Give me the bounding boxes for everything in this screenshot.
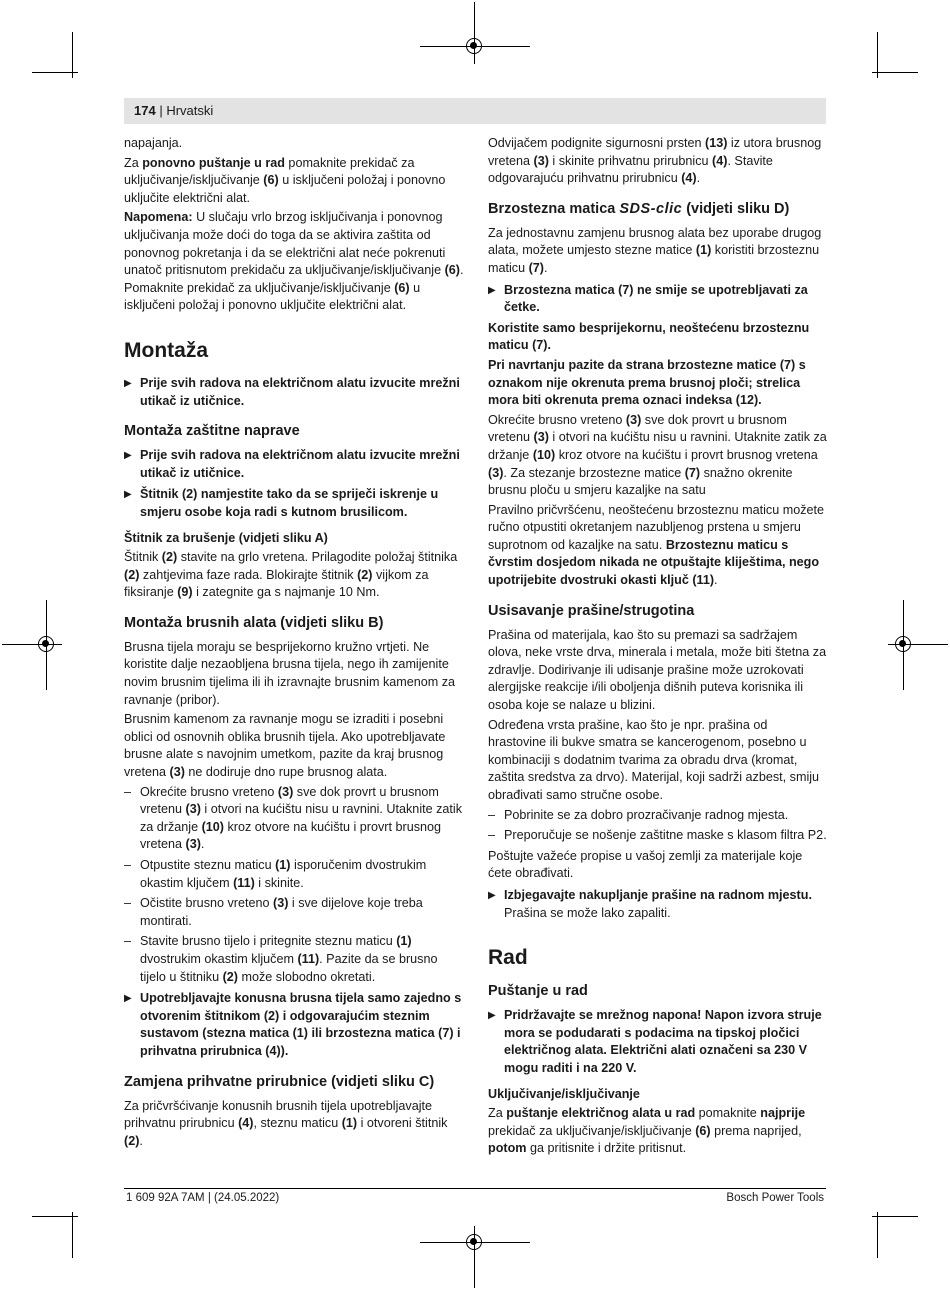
bold-paragraph: Koristite samo besprijekornu, neoštećenu brzosteznu maticu (7). (488, 320, 810, 353)
paragraph: Pravilno pričvršćenu, neoštećenu brzosteznu maticu možete ručno otpustiti okretanjem nazubljenog prstena u smjeru suprotnom od kazaljke na satu. Brzosteznu maticu s čvrstim dosjedom nikada ne otpuštajte kliještima, nego upotrijebite dvostruki okasti ključ (11). (488, 502, 824, 588)
minor-heading: Uključivanje/isključivanje (488, 1086, 640, 1101)
list-item: – Preporučuje se nošenje zaštitne maske s klasom filtra P2. (488, 827, 828, 845)
section-heading-rad: Rad (488, 946, 528, 970)
left-column (124, 135, 464, 1152)
crop-mark (872, 1216, 918, 1217)
right-column (488, 135, 828, 1160)
paragraph: napajanja. (124, 136, 183, 150)
subsection-heading: Usisavanje prašine/strugotina (488, 602, 695, 619)
warning-item: ▶ Izbjegavajte nakupljanje prašine na radnom mjestu. Prašina se može lako zapaliti. (488, 887, 828, 922)
crop-mark (872, 72, 918, 73)
page-header: 174 | Hrvatski (124, 98, 826, 124)
paragraph: Poštujte važeće propise u vašoj zemlji za materijale koje ćete obrađivati. (488, 848, 803, 881)
warning-item: ▶ Upotrebljavajte konusna brusna tijela samo zajedno s otvorenim štitnikom (2) i odgovarajućim steznim sustavom (stezna matica (1) ili brzostezna matica (7) i prihvatna prirubnica (4)). (124, 990, 464, 1060)
paragraph: Određena vrsta prašine, kao što je npr. prašina od hrastovine ili bukve smatra se kancerogenom, posebno u kombinaciji s dodatnim tvarima za obradu drva (kromat, zaštita sredstva za drvo). Materijal, koji sadrži azbest, smiju obrađivati samo stručne osobe. (488, 717, 820, 802)
subsection-heading: Montaža zaštitne naprave (124, 423, 300, 440)
list-item: – Pobrinite se za dobro prozračivanje radnog mjesta. (488, 807, 828, 825)
minor-heading: Štitnik za brušenje (vidjeti sliku A) (124, 530, 328, 545)
list-item: – Očistite brusno vreteno (3) i sve dijelove koje treba montirati. (124, 895, 464, 930)
paragraph: Za jednostavnu zamjenu brusnog alata bez uporabe drugog alata, možete umjesto stezne matice (1) koristiti brzosteznu maticu (7). (488, 225, 822, 275)
paragraph: Odvijačem podignite sigurnosni prsten (13) iz utora brusnog vretena (3) i skinite prihvatnu prirubnicu (4). Stavite odgovarajuću prihvatnu prirubnicu (4). (488, 136, 822, 186)
subsection-heading: Montaža brusnih alata (vidjeti sliku B) (124, 614, 384, 631)
page-number: 174 (134, 103, 156, 118)
warning-item: ▶ Brzostezna matica (7) ne smije se upotrebljavati za četke. (488, 282, 828, 317)
warning-item: ▶ Štitnik (2) namjestite tako da se spriječi iskrenje u smjeru osobe koja radi s kutnom brusilicom. (124, 486, 464, 521)
page-footer (124, 1188, 826, 1204)
crop-mark (72, 1212, 73, 1258)
brand-label: Bosch Power Tools (726, 1192, 824, 1204)
paragraph: Okrećite brusno vreteno (3) sve dok provrt u brusnom vretenu (3) i otvori na kućištu nisu u ravnini. Utaknite zatik za držanje (10) kroz otvore na kućištu i provrt brusnog vretena (3). Za stezanje brzostezne matice (7) snažno okrenite brusnu ploču u smjeru kazaljke na satu (488, 412, 827, 498)
crop-mark (32, 1216, 78, 1217)
list-item: – Okrećite brusno vreteno (3) sve dok provrt u brusnom vretenu (3) i otvori na kućištu nisu u ravnini. Utaknite zatik za držanje (10) kroz otvore na kućištu i provrt brusnog vretena (3). (124, 784, 464, 854)
paragraph: Štitnik (2) stavite na grlo vretena. Prilagodite položaj štitnika (2) zahtjevima faze rada. Blokirajte štitnik (2) vijkom za fiksiranje (9) i zategnite ga s najmanje 10 Nm. (124, 550, 458, 600)
subsection-heading: Zamjena prihvatne prirubnice (vidjeti sliku C) (124, 1073, 435, 1090)
paragraph: Prašina od materijala, kao što su premazi sa sadržajem olova, neke vrste drva, minerala i metala, može biti štetna za zdravlje. Dodirivanje ili udisanje prašine može uzrokovati alergijske reakcije i/ili oboljenja dišnih puteva korisnika ili osoba koje se nalaze u blizini. (488, 627, 827, 713)
note-paragraph: Napomena: U slučaju vrlo brzog isključivanja i ponovnog uključivanja može doći do toga da se aktivira zaštita od ponovnog pokretanja i da se električni alat neće pokrenuti unatoč pritisnutom prekidaču za uključivanje/isključivanje (6). Pomaknite prekidač za uključivanje/isključivanje (6) u isključeni položaj i ponovno uključite električni alat. (124, 210, 464, 313)
warning-item: ▶ Prije svih radova na električnom alatu izvucite mrežni utikač iz utičnice. (124, 375, 464, 410)
paragraph: Za pričvršćivanje konusnih brusnih tijela upotrebljavajte prihvatnu prirubnicu (4), steznu maticu (1) i otvoreni štitnik (2). (124, 1098, 448, 1148)
list-item: – Otpustite steznu maticu (1) isporučenim dvostrukim okastim ključem (11) i skinite. (124, 857, 464, 892)
paragraph: Za puštanje električnog alata u rad pomaknite najprije prekidač za uključivanje/isključivanje (6) prema naprijed, potom ga pritisnite i držite pritisnut. (488, 1106, 806, 1156)
section-heading-montaza: Montaža (124, 338, 208, 362)
registration-mark-icon (38, 636, 54, 652)
paragraph: Za ponovno puštanje u rad pomaknite prekidač za uključivanje/isključivanje (6) u isključeni položaj i ponovno uključite električni alat. (124, 155, 446, 205)
document-code: 1 609 92A 7AM | (24.05.2022) (126, 1192, 280, 1204)
warning-item: ▶ Prije svih radova na električnom alatu izvucite mrežni utikač iz utičnice. (124, 447, 464, 482)
subsection-heading: Brzostezna matica SDS-clic (vidjeti sliku D) (488, 200, 790, 217)
list-item: – Stavite brusno tijelo i pritegnite steznu maticu (1) dvostrukim okastim ključem (11). Pazite da se brusno tijelo u štitniku (2) može slobodno okretati. (124, 933, 464, 986)
subsection-heading: Puštanje u rad (488, 983, 588, 1000)
registration-mark-icon (466, 38, 482, 54)
paragraph: Brusna tijela moraju se besprijekorno kružno vrtjeti. Ne koristite dalje nezaobljena brusna tijela, nego ih zamijenite novim brusnim tijelima ili ih izravnajte brusnim kamenom za ravnanje (pribor). (124, 639, 456, 707)
crop-mark (32, 72, 78, 73)
crop-mark (877, 1212, 878, 1258)
bold-paragraph: Pri navrtanju pazite da strana brzostezne matice (7) s oznakom nije okrenuta prema brusnoj ploči; strelica mora biti okrenuta prema oznaci indeksa (12). (488, 357, 806, 408)
registration-mark-icon (895, 636, 911, 652)
warning-item: ▶ Pridržavajte se mrežnog napona! Napon izvora struje mora se podudarati s podacima na tipskoj pločici električnog alata. Električni alati označeni sa 230 V mogu raditi i na 220 V. (488, 1007, 828, 1077)
sds-clic-logo: SDS-clic (619, 200, 683, 217)
language-label: Hrvatski (166, 103, 214, 118)
registration-mark-icon (466, 1234, 482, 1250)
paragraph: Brusnim kamenom za ravnanje mogu se izraditi i posebni oblici od osnovnih oblika brusnih tijela. Ako upotrebljavate brusne alate s navojnim umetkom, pazite da kraj brusnog vretena (3) ne dodiruje dno rupe brusnog alata. (124, 712, 446, 780)
